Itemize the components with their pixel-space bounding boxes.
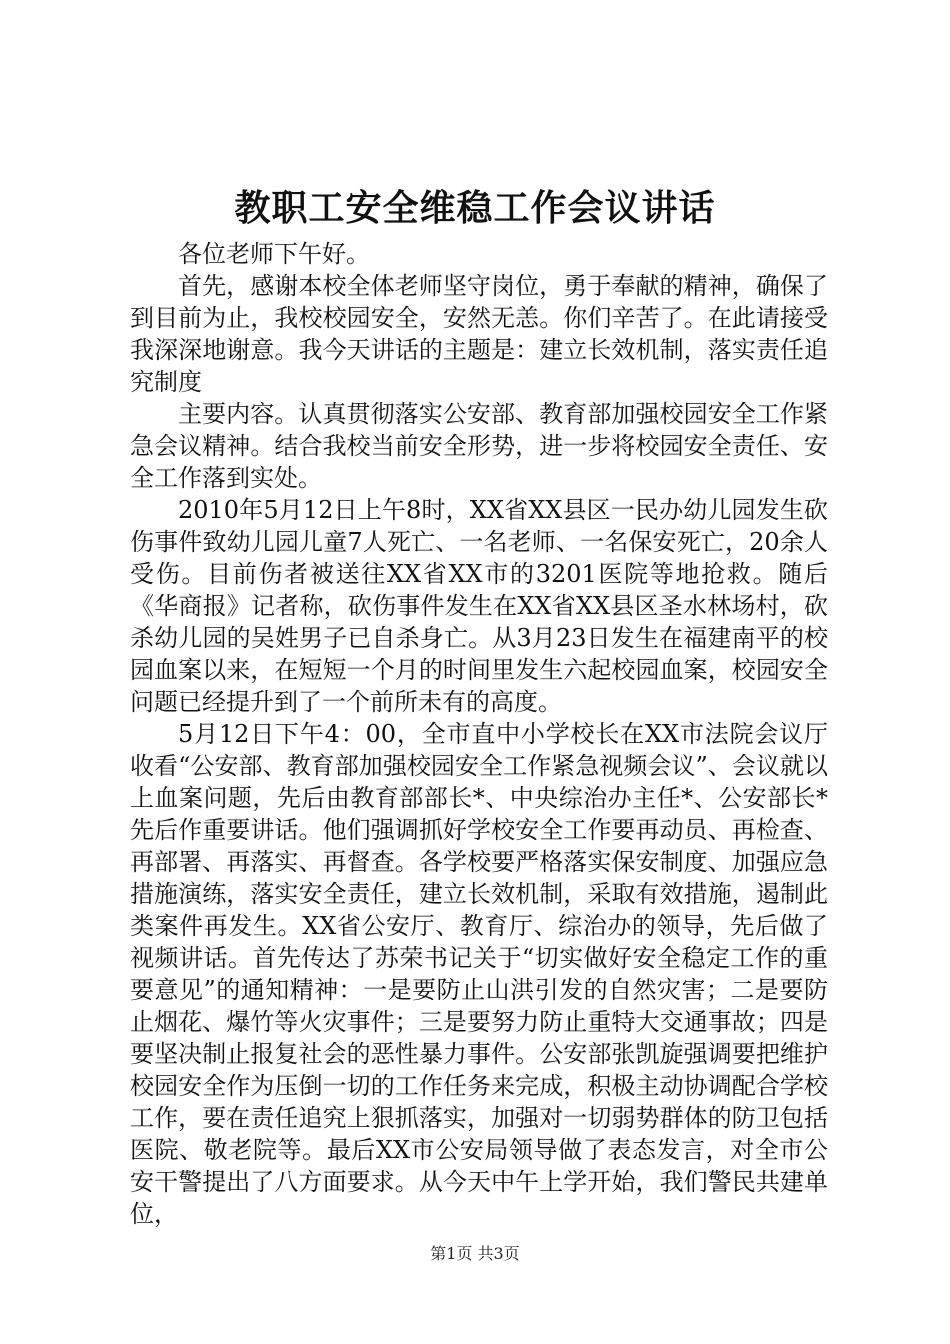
- paragraph-thanks: 首先，感谢本校全体老师坚守岗位，勇于奉献的精神，确保了到目前为止，我校校园安全，安然无恙。你们辛苦了。在此请接受我深深地谢意。我今天讲话的主题是：建立长效机制，落实责任追究制度: [130, 272, 828, 396]
- paragraph-main-content: 主要内容。认真贯彻落实公安部、教育部加强校园安全工作紧急会议精神。结合我校当前安全形势，进一步将校园安全责任、安全工作落到实处。: [130, 400, 828, 492]
- document-body: [130, 238, 828, 1230]
- page-footer: 第1页 共3页: [430, 1244, 520, 1263]
- document-title: 教职工安全维稳工作会议讲话: [234, 187, 716, 229]
- paragraph-incident: 2010年5月12日上午8时，XX省XX县区一民办幼儿园发生砍伤事件致幼儿园儿童7人死亡、一名老师、一名保安死亡，20余人受伤。目前伤者被送往XX省XX市的3201医院等地抢救。随后《华商报》记者称，砍伤事件发生在XX省XX县区圣水林场村，砍杀幼儿园的吴姓男子已自杀身亡。从3月23日发生在福建南平的校园血案以来，在短短一个月的时间里发生六起校园血案，校园安全问题已经提升到了一个前所未有的高度。: [130, 496, 828, 716]
- paragraph-meeting: 5月12日下午4：00，全市直中小学校长在XX市法院会议厅收看“公安部、教育部加强校园安全工作紧急视频会议”、会议就以上血案问题，先后由教育部部长*、中央综治办主任*、公安部长*先后作重要讲话。他们强调抓好学校安全工作要再动员、再检查、再部署、再落实、再督查。各学校要严格落实保安制度、加强应急措施演练，落实安全责任，建立长效机制，采取有效措施，遏制此类案件再发生。XX省公安厅、教育厅、综治办的领导，先后做了视频讲话。首先传达了苏荣书记关于“切实做好安全稳定工作的重要意见”的通知精神：一是要防止山洪引发的自然灾害；二是要防止烟花、爆竹等火灾事件；三是要努力防止重特大交通事故；四是要坚决制止报复社会的恶性暴力事件。公安部张凯旋强调要把维护校园安全作为压倒一切的工作任务来完成，积极主动协调配合学校工作，要在责任追究上狠抓落实，加强对一切弱势群体的防卫包括医院、敬老院等。最后XX市公安局领导做了表态发言，对全市公安干警提出了八方面要求。从今天中午上学开始，我们警民共建单位，: [130, 720, 828, 1228]
- paragraph-greeting: 各位老师下午好。: [178, 240, 370, 268]
